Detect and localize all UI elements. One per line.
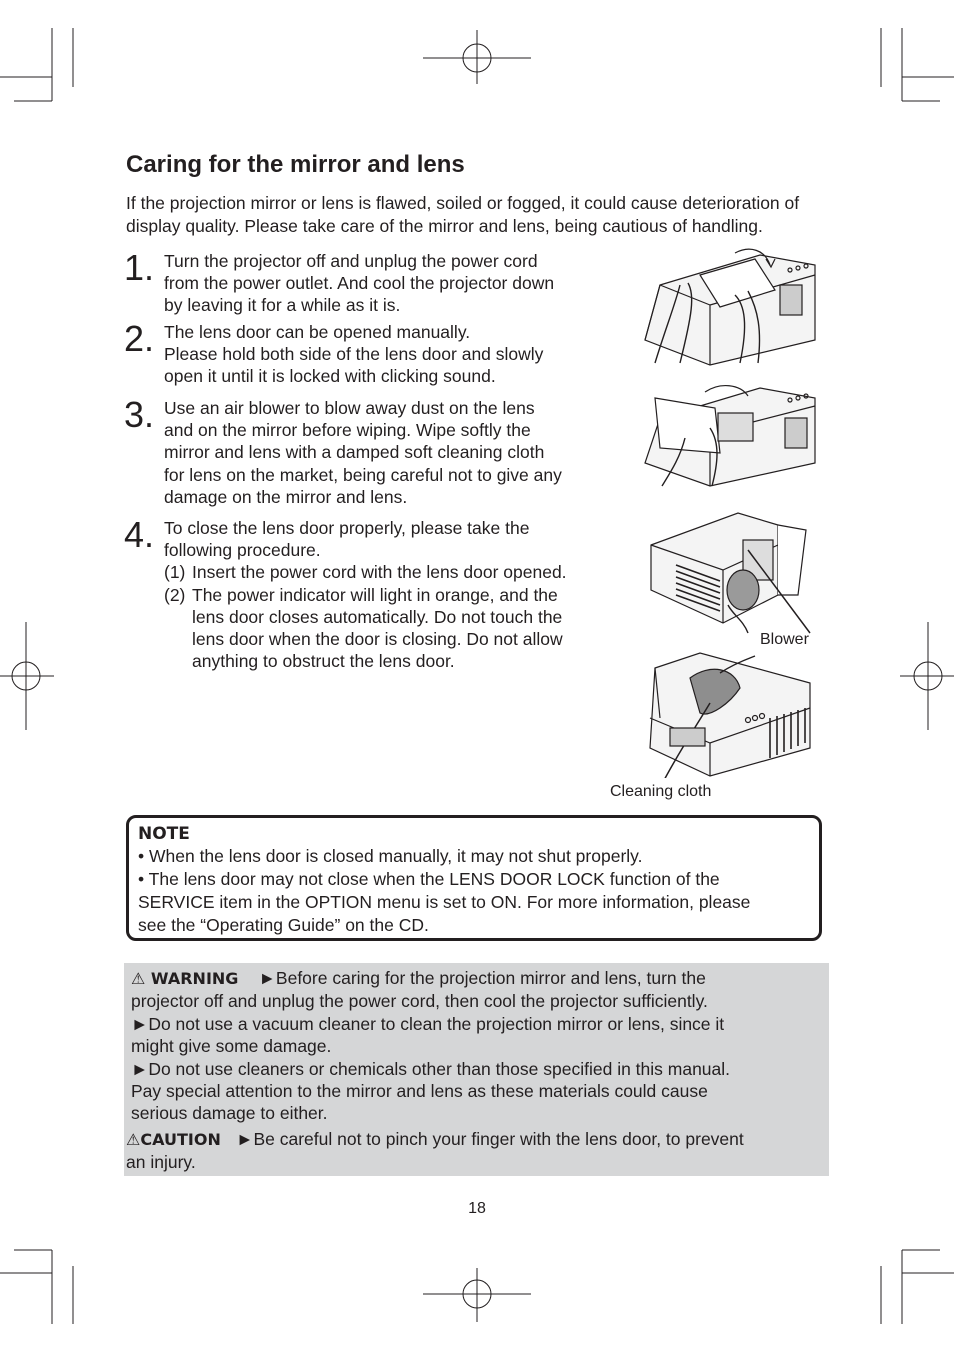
warning-label-text: WARNING bbox=[150, 969, 239, 988]
warning-paragraph-2 bbox=[131, 1013, 821, 1058]
step-number: 3. bbox=[124, 394, 155, 435]
warning-box bbox=[124, 963, 829, 1176]
sub-item-line: Insert the power cord with the lens door opened. bbox=[192, 562, 567, 583]
step-line: Turn the projector off and unplug the power cord bbox=[164, 251, 538, 271]
step-line: Please hold both side of the lens door and slowly bbox=[164, 344, 544, 365]
step-line: damage on the mirror and lens. bbox=[164, 486, 408, 507]
caution-paragraph bbox=[126, 1128, 821, 1174]
note-line: • When the lens door is closed manually, it may not shut properly. bbox=[138, 846, 643, 866]
step-1 bbox=[124, 247, 614, 320]
step-line: following procedure. bbox=[164, 540, 321, 561]
blower-label: Blower bbox=[760, 631, 809, 648]
step-number: 1. bbox=[124, 247, 155, 288]
warning-paragraph-3 bbox=[131, 1058, 821, 1125]
projector-door-opened-illustration bbox=[640, 378, 820, 488]
step-line: and on the mirror before wiping. Wipe softly the bbox=[164, 420, 531, 441]
warning-triangle-icon: ⚠ bbox=[131, 969, 146, 988]
warning-text: projector off and unplug the power cord, then cool the projector sufficiently. bbox=[131, 991, 708, 1012]
step-line: mirror and lens with a damped soft cleaning cloth bbox=[164, 442, 545, 463]
sub-item-line: lens door closes automatically. Do not touch the bbox=[192, 606, 563, 627]
sub-item-mark: (1) bbox=[164, 562, 186, 583]
step-4 bbox=[124, 514, 614, 677]
step-3 bbox=[124, 394, 614, 512]
step-text bbox=[164, 397, 562, 508]
sub-item-line: The power indicator will light in orange, and the bbox=[192, 584, 558, 605]
step-text bbox=[164, 517, 567, 672]
sub-item-mark: (2) bbox=[164, 584, 186, 605]
sub-item-line: lens door when the door is closing. Do not allow bbox=[192, 629, 563, 650]
step-line: The lens door can be opened manually. bbox=[164, 322, 471, 342]
warning-text: serious damage to either. bbox=[131, 1103, 328, 1124]
note-line: • The lens door may not close when the LENS DOOR LOCK function of the bbox=[138, 869, 720, 889]
step-line: Use an air blower to blow away dust on the lens bbox=[164, 398, 535, 418]
step-line: open it until it is locked with clicking sound. bbox=[164, 366, 496, 387]
note-heading: NOTE bbox=[138, 824, 190, 844]
caution-label-text: CAUTION bbox=[140, 1129, 221, 1149]
intro-paragraph: If the projection mirror or lens is flawed, soiled or fogged, it could cause deterioration of display quality. Please take care of the mirror and lens, being cautious of handling. bbox=[126, 193, 800, 236]
step-line: for lens on the market, being careful not to give any bbox=[164, 464, 562, 485]
projector-blower-illustration bbox=[648, 505, 813, 635]
page-number: 18 bbox=[468, 1200, 486, 1217]
warning-text: ►Before caring for the projection mirror and lens, turn the bbox=[258, 968, 706, 988]
step-text bbox=[164, 321, 543, 388]
step-line: from the power outlet. And cool the projector down bbox=[164, 273, 555, 294]
page-title: Caring for the mirror and lens bbox=[126, 151, 465, 178]
note-line: see the “Operating Guide” on the CD. bbox=[138, 915, 429, 935]
projector-open-door-illustration bbox=[640, 245, 820, 370]
note-box bbox=[126, 815, 822, 941]
caution-text: an injury. bbox=[126, 1152, 196, 1173]
warning-text: might give some damage. bbox=[131, 1036, 332, 1057]
step-number: 4. bbox=[124, 514, 155, 555]
warning-text: Pay special attention to the mirror and lens as these materials could cause bbox=[131, 1081, 708, 1102]
sub-item-line: anything to obstruct the lens door. bbox=[192, 651, 455, 672]
caution-triangle-icon: ⚠ bbox=[126, 1129, 141, 1149]
step-line: by leaving it for a while as it is. bbox=[164, 295, 401, 316]
note-line: SERVICE item in the OPTION menu is set to ON. For more information, please bbox=[138, 892, 751, 912]
sub-item-2 bbox=[164, 584, 567, 673]
projector-cleaning-cloth-illustration bbox=[640, 648, 815, 778]
step-line: To close the lens door properly, please take the bbox=[164, 518, 530, 538]
caution-text: ►Be careful not to pinch your finger with the lens door, to prevent bbox=[236, 1128, 744, 1149]
warning-paragraph-1 bbox=[131, 967, 821, 1013]
step-number: 2. bbox=[124, 318, 155, 359]
warning-text: ►Do not use a vacuum cleaner to clean the projection mirror or lens, since it bbox=[131, 1013, 725, 1034]
step-text bbox=[164, 250, 554, 317]
warning-label bbox=[131, 969, 244, 988]
step-2 bbox=[124, 318, 614, 391]
caution-label bbox=[126, 1130, 226, 1149]
warning-text: ►Do not use cleaners or chemicals other than those specified in this manual. bbox=[131, 1058, 731, 1079]
cleaning-cloth-label: Cleaning cloth bbox=[610, 783, 712, 800]
sub-item-1 bbox=[164, 561, 567, 583]
